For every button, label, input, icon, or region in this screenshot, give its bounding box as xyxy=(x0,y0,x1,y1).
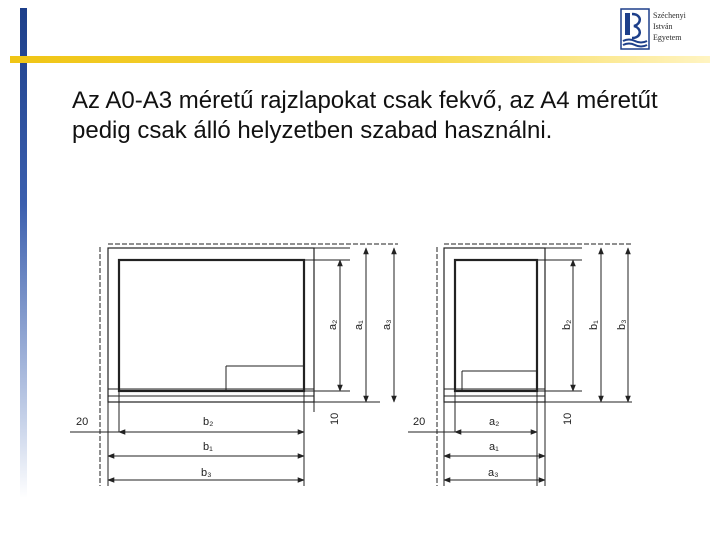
landscape-dim-b3: b₃ xyxy=(201,467,212,479)
portrait-dim-b1: b₁ xyxy=(588,320,600,330)
landscape-dim-a2: a₂ xyxy=(327,319,339,330)
landscape-sheet-diagram xyxy=(70,244,398,486)
portrait-border-label: 10 xyxy=(562,412,574,425)
logo-line-2: István xyxy=(653,22,673,31)
logo-line-3: Egyetem xyxy=(653,33,682,42)
logo-line-1: Széchenyi xyxy=(653,11,686,20)
portrait-margin-label: 20 xyxy=(413,416,426,428)
landscape-dim-b2: b₂ xyxy=(203,416,214,428)
portrait-dim-a1: a₁ xyxy=(489,441,499,453)
landscape-margin-label: 20 xyxy=(76,416,89,428)
landscape-dim-a1: a₁ xyxy=(353,320,365,330)
portrait-sheet-diagram xyxy=(408,244,632,486)
portrait-dim-b2: b₂ xyxy=(561,319,573,330)
landscape-dim-b1: b₁ xyxy=(203,441,213,453)
portrait-dim-b3: b₃ xyxy=(616,319,628,330)
slide-body-text: Az A0-A3 méretű rajzlapokat csak fekvő, az A4 méretűt pedig csak álló helyzetben szabad használni. xyxy=(72,87,658,144)
landscape-border-label: 10 xyxy=(329,412,341,425)
portrait-dim-a2: a₂ xyxy=(489,416,500,428)
portrait-dim-a3: a₃ xyxy=(488,467,499,479)
landscape-dim-a3: a₃ xyxy=(381,319,393,330)
